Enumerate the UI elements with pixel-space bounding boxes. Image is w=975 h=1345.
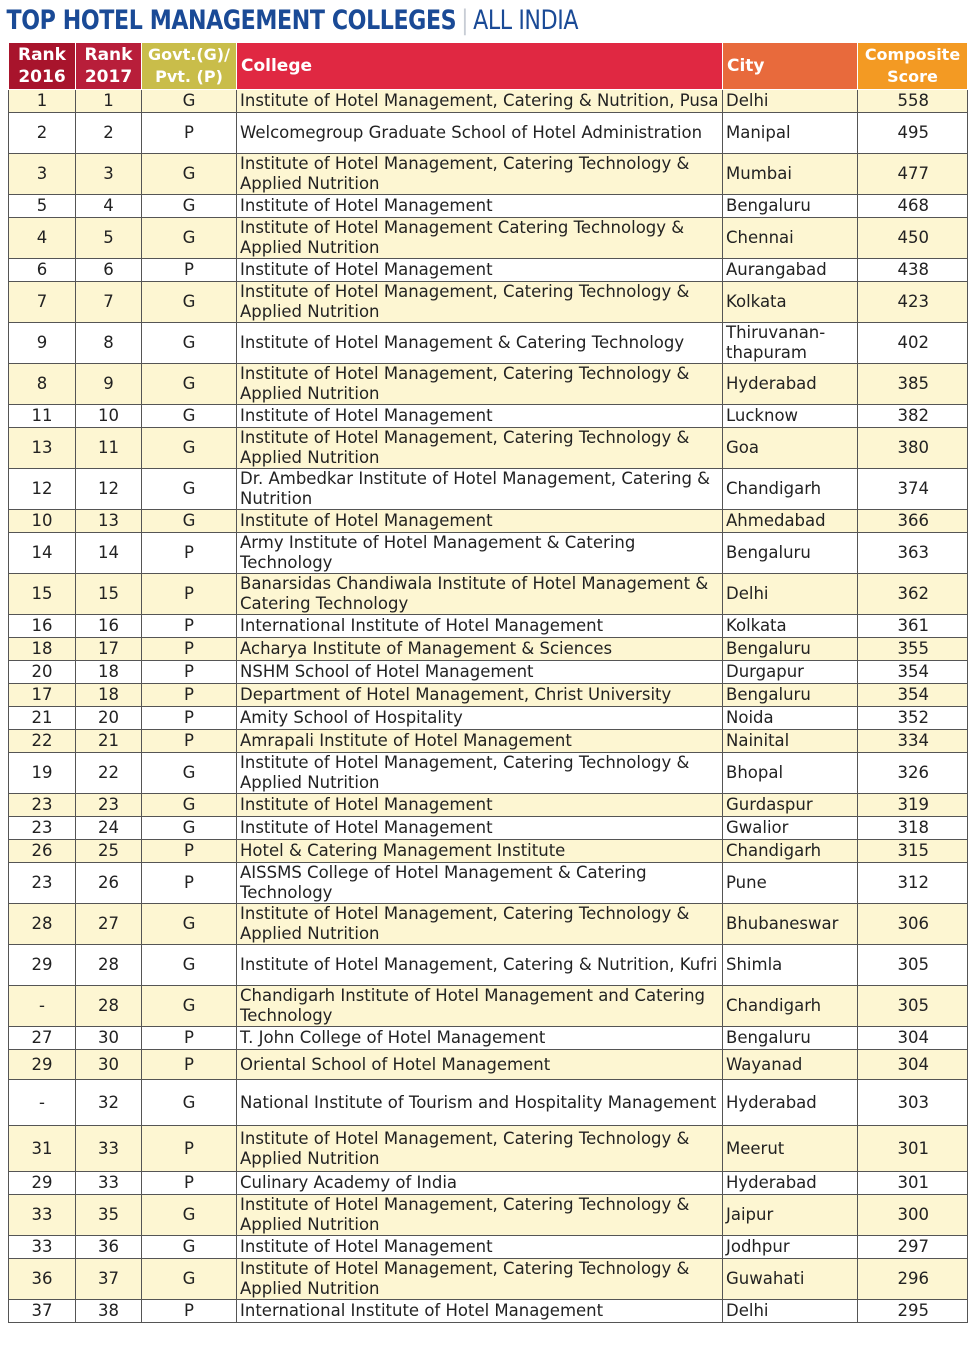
table-row [9,1172,968,1195]
cell-college: NSHM School of Hotel Management [237,661,723,684]
cell-govt-pvt: G [142,218,237,259]
table-row [9,90,968,113]
cell-rank-2016: 28 [9,904,76,945]
cell-rank-2016: 23 [9,863,76,904]
cell-rank-2016: 20 [9,661,76,684]
cell-rank-2017: 2 [76,113,142,154]
cell-rank-2017: 13 [76,510,142,533]
cell-govt-pvt: P [142,730,237,753]
cell-govt-pvt: P [142,615,237,638]
cell-city: Hyderabad [723,364,858,405]
header-college: College [237,43,723,90]
cell-college: Institute of Hotel Management, Catering Technology & Applied Nutrition [237,904,723,945]
cell-college: Institute of Hotel Management [237,1236,723,1259]
cell-college: Institute of Hotel Management [237,259,723,282]
table-row [9,1300,968,1323]
cell-score: 354 [858,684,968,707]
cell-college: AISSMS College of Hotel Management & Catering Technology [237,863,723,904]
cell-city: Pune [723,863,858,904]
cell-city: Shimla [723,945,858,986]
header-govt-pvt [142,43,237,90]
cell-score: 495 [858,113,968,154]
table-row [9,753,968,794]
cell-city: Thiruvanan-thapuram [723,323,858,364]
cell-city: Aurangabad [723,259,858,282]
cell-college: Institute of Hotel Management, Catering & Nutrition, Pusa [237,90,723,113]
cell-city: Bhopal [723,753,858,794]
table-row [9,533,968,574]
cell-govt-pvt: P [142,1050,237,1080]
header-rank-2016-line1: Rank [18,45,66,65]
cell-rank-2016: 2 [9,113,76,154]
table-row [9,945,968,986]
cell-city: Goa [723,428,858,469]
cell-score: 305 [858,945,968,986]
table-row [9,638,968,661]
table-row [9,405,968,428]
table-row [9,1236,968,1259]
cell-rank-2017: 38 [76,1300,142,1323]
cell-rank-2017: 35 [76,1195,142,1236]
cell-score: 380 [858,428,968,469]
cell-college: Institute of Hotel Management, Catering Technology & Applied Nutrition [237,282,723,323]
cell-score: 306 [858,904,968,945]
cell-rank-2017: 14 [76,533,142,574]
header-city: City [723,43,858,90]
cell-govt-pvt: G [142,1236,237,1259]
cell-rank-2017: 28 [76,986,142,1027]
cell-city: Lucknow [723,405,858,428]
table-row [9,986,968,1027]
cell-govt-pvt: G [142,428,237,469]
cell-rank-2017: 37 [76,1259,142,1300]
cell-score: 326 [858,753,968,794]
cell-college: International Institute of Hotel Management [237,1300,723,1323]
cell-city: Chandigarh [723,840,858,863]
cell-college: Acharya Institute of Management & Sciences [237,638,723,661]
table-row [9,661,968,684]
cell-rank-2017: 30 [76,1027,142,1050]
cell-rank-2017: 11 [76,428,142,469]
cell-rank-2016: 21 [9,707,76,730]
cell-score: 334 [858,730,968,753]
cell-govt-pvt: P [142,1172,237,1195]
cell-rank-2016: 11 [9,405,76,428]
cell-score: 366 [858,510,968,533]
table-row [9,510,968,533]
cell-city: Ahmedabad [723,510,858,533]
cell-college: International Institute of Hotel Management [237,615,723,638]
cell-govt-pvt: G [142,282,237,323]
cell-rank-2017: 22 [76,753,142,794]
cell-city: Delhi [723,574,858,615]
cell-rank-2017: 10 [76,405,142,428]
header-rank-2017 [76,43,142,90]
cell-city: Delhi [723,90,858,113]
table-row [9,218,968,259]
cell-rank-2017: 33 [76,1172,142,1195]
table-row [9,574,968,615]
cell-city: Delhi [723,1300,858,1323]
table-row [9,730,968,753]
cell-rank-2017: 15 [76,574,142,615]
cell-rank-2017: 1 [76,90,142,113]
cell-city: Gurdaspur [723,794,858,817]
cell-city: Wayanad [723,1050,858,1080]
cell-rank-2016: 14 [9,533,76,574]
cell-college: Welcomegroup Graduate School of Hotel Administration [237,113,723,154]
cell-rank-2017: 9 [76,364,142,405]
cell-rank-2017: 7 [76,282,142,323]
table-row [9,904,968,945]
cell-govt-pvt: P [142,840,237,863]
cell-rank-2016: 9 [9,323,76,364]
header-rank-2017-line1: Rank [84,45,133,65]
cell-college: Hotel & Catering Management Institute [237,840,723,863]
cell-rank-2016: 15 [9,574,76,615]
header-rank-2017-line2: 2017 [84,67,133,87]
cell-city: Chandigarh [723,986,858,1027]
cell-rank-2017: 26 [76,863,142,904]
table-row [9,323,968,364]
cell-college: Banarsidas Chandiwala Institute of Hotel Management & Catering Technology [237,574,723,615]
cell-college: Chandigarh Institute of Hotel Management and Catering Technology [237,986,723,1027]
cell-score: 295 [858,1300,968,1323]
table-header-row [9,43,968,90]
cell-city: Manipal [723,113,858,154]
cell-college: National Institute of Tourism and Hospitality Management [237,1080,723,1126]
cell-govt-pvt: G [142,986,237,1027]
cell-college: Culinary Academy of India [237,1172,723,1195]
cell-college: Dr. Ambedkar Institute of Hotel Management, Catering & Nutrition [237,469,723,510]
cell-college: Department of Hotel Management, Christ University [237,684,723,707]
table-row [9,469,968,510]
cell-rank-2017: 20 [76,707,142,730]
cell-score: 352 [858,707,968,730]
cell-rank-2016: 1 [9,90,76,113]
header-score-line1: Composite [864,45,961,64]
cell-score: 301 [858,1172,968,1195]
cell-govt-pvt: P [142,533,237,574]
cell-college: Army Institute of Hotel Management & Catering Technology [237,533,723,574]
table-row [9,1126,968,1172]
title-sub: ALL INDIA [473,4,579,36]
cell-score: 305 [858,986,968,1027]
cell-rank-2017: 30 [76,1050,142,1080]
cell-rank-2016: 37 [9,1300,76,1323]
cell-govt-pvt: P [142,259,237,282]
cell-govt-pvt: G [142,469,237,510]
cell-rank-2017: 21 [76,730,142,753]
cell-govt-pvt: G [142,510,237,533]
cell-city: Kolkata [723,282,858,323]
cell-rank-2017: 23 [76,794,142,817]
cell-rank-2017: 8 [76,323,142,364]
cell-city: Noida [723,707,858,730]
cell-rank-2016: 4 [9,218,76,259]
cell-rank-2017: 28 [76,945,142,986]
cell-govt-pvt: P [142,638,237,661]
table-row [9,1050,968,1080]
page-title [0,0,800,40]
cell-rank-2016: 17 [9,684,76,707]
cell-city: Kolkata [723,615,858,638]
cell-govt-pvt: G [142,1259,237,1300]
cell-govt-pvt: P [142,574,237,615]
table-row [9,154,968,195]
cell-govt-pvt: P [142,707,237,730]
cell-rank-2016: - [9,986,76,1027]
cell-city: Guwahati [723,1259,858,1300]
cell-rank-2017: 36 [76,1236,142,1259]
cell-score: 354 [858,661,968,684]
table-row [9,1027,968,1050]
cell-score: 423 [858,282,968,323]
cell-city: Bengaluru [723,195,858,218]
cell-city: Hyderabad [723,1172,858,1195]
cell-college: Institute of Hotel Management, Catering Technology & Applied Nutrition [237,753,723,794]
cell-city: Bengaluru [723,684,858,707]
cell-college: Institute of Hotel Management, Catering Technology & Applied Nutrition [237,428,723,469]
cell-govt-pvt: G [142,154,237,195]
cell-rank-2016: 29 [9,1172,76,1195]
cell-college: Amity School of Hospitality [237,707,723,730]
cell-college: Amrapali Institute of Hotel Management [237,730,723,753]
table-row [9,1080,968,1126]
cell-score: 385 [858,364,968,405]
table-row [9,840,968,863]
cell-score: 300 [858,1195,968,1236]
cell-govt-pvt: P [142,1126,237,1172]
cell-college: T. John College of Hotel Management [237,1027,723,1050]
cell-rank-2017: 32 [76,1080,142,1126]
cell-score: 304 [858,1050,968,1080]
cell-college: Institute of Hotel Management, Catering Technology & Applied Nutrition [237,1126,723,1172]
table-row [9,259,968,282]
cell-rank-2016: 31 [9,1126,76,1172]
cell-govt-pvt: G [142,90,237,113]
cell-score: 304 [858,1027,968,1050]
cell-college: Institute of Hotel Management & Catering Technology [237,323,723,364]
cell-rank-2016: 23 [9,817,76,840]
cell-rank-2017: 25 [76,840,142,863]
cell-score: 355 [858,638,968,661]
cell-score: 477 [858,154,968,195]
table-row [9,282,968,323]
cell-rank-2016: 10 [9,510,76,533]
cell-city: Nainital [723,730,858,753]
cell-rank-2017: 6 [76,259,142,282]
cell-college: Institute of Hotel Management, Catering Technology & Applied Nutrition [237,1195,723,1236]
cell-city: Jaipur [723,1195,858,1236]
cell-rank-2016: 8 [9,364,76,405]
cell-rank-2016: 29 [9,945,76,986]
header-rank-2016-line2: 2016 [18,67,66,87]
cell-score: 319 [858,794,968,817]
cell-govt-pvt: P [142,1300,237,1323]
cell-college: Oriental School of Hotel Management [237,1050,723,1080]
cell-govt-pvt: G [142,364,237,405]
cell-govt-pvt: G [142,904,237,945]
cell-govt-pvt: P [142,863,237,904]
cell-city: Chandigarh [723,469,858,510]
cell-city: Gwalior [723,817,858,840]
cell-rank-2017: 3 [76,154,142,195]
cell-score: 468 [858,195,968,218]
title-main: TOP HOTEL MANAGEMENT COLLEGES [6,4,457,36]
cell-rank-2017: 18 [76,684,142,707]
cell-rank-2017: 12 [76,469,142,510]
cell-score: 402 [858,323,968,364]
cell-college: Institute of Hotel Management [237,405,723,428]
header-govt-line1: Govt.(G)/ [148,45,230,64]
rankings-table [8,42,968,1323]
cell-govt-pvt: P [142,113,237,154]
cell-rank-2016: 29 [9,1050,76,1080]
cell-rank-2017: 18 [76,661,142,684]
cell-govt-pvt: G [142,1080,237,1126]
header-score-line2: Score [887,67,938,86]
table-row [9,1195,968,1236]
cell-rank-2016: 13 [9,428,76,469]
cell-score: 303 [858,1080,968,1126]
cell-college: Institute of Hotel Management, Catering & Nutrition, Kufri [237,945,723,986]
cell-college: Institute of Hotel Management, Catering Technology & Applied Nutrition [237,364,723,405]
table-row [9,615,968,638]
table-row [9,1259,968,1300]
cell-score: 361 [858,615,968,638]
cell-govt-pvt: P [142,1027,237,1050]
cell-rank-2016: 33 [9,1236,76,1259]
cell-rank-2016: 23 [9,794,76,817]
cell-score: 363 [858,533,968,574]
header-govt-line2: Pvt. (P) [155,67,223,86]
table-row [9,428,968,469]
cell-rank-2016: 18 [9,638,76,661]
cell-govt-pvt: G [142,945,237,986]
cell-score: 438 [858,259,968,282]
cell-college: Institute of Hotel Management, Catering Technology & Applied Nutrition [237,1259,723,1300]
cell-city: Bengaluru [723,1027,858,1050]
cell-score: 315 [858,840,968,863]
cell-score: 382 [858,405,968,428]
cell-govt-pvt: G [142,195,237,218]
cell-college: Institute of Hotel Management, Catering Technology & Applied Nutrition [237,154,723,195]
cell-city: Hyderabad [723,1080,858,1126]
cell-rank-2016: 6 [9,259,76,282]
cell-score: 450 [858,218,968,259]
cell-city: Mumbai [723,154,858,195]
cell-rank-2017: 16 [76,615,142,638]
cell-rank-2016: 26 [9,840,76,863]
cell-rank-2016: 5 [9,195,76,218]
cell-score: 318 [858,817,968,840]
cell-rank-2016: 16 [9,615,76,638]
table-row [9,794,968,817]
table-row [9,195,968,218]
cell-score: 312 [858,863,968,904]
cell-city: Bengaluru [723,533,858,574]
cell-college: Institute of Hotel Management [237,510,723,533]
cell-rank-2016: - [9,1080,76,1126]
cell-rank-2016: 7 [9,282,76,323]
cell-city: Jodhpur [723,1236,858,1259]
table-row [9,684,968,707]
cell-rank-2017: 17 [76,638,142,661]
cell-rank-2016: 27 [9,1027,76,1050]
table-row [9,364,968,405]
header-rank-2016 [9,43,76,90]
cell-score: 301 [858,1126,968,1172]
cell-city: Chennai [723,218,858,259]
cell-rank-2016: 12 [9,469,76,510]
cell-score: 296 [858,1259,968,1300]
cell-rank-2016: 33 [9,1195,76,1236]
cell-govt-pvt: G [142,817,237,840]
cell-city: Meerut [723,1126,858,1172]
cell-govt-pvt: G [142,753,237,794]
cell-rank-2017: 27 [76,904,142,945]
table-row [9,863,968,904]
cell-college: Institute of Hotel Management [237,817,723,840]
cell-govt-pvt: P [142,661,237,684]
cell-city: Bengaluru [723,638,858,661]
table-row [9,817,968,840]
cell-college: Institute of Hotel Management [237,794,723,817]
cell-rank-2017: 5 [76,218,142,259]
cell-govt-pvt: P [142,684,237,707]
cell-score: 297 [858,1236,968,1259]
cell-city: Durgapur [723,661,858,684]
cell-rank-2016: 3 [9,154,76,195]
cell-govt-pvt: G [142,1195,237,1236]
cell-govt-pvt: G [142,405,237,428]
header-composite-score [858,43,968,90]
cell-rank-2016: 19 [9,753,76,794]
cell-college: Institute of Hotel Management Catering Technology & Applied Nutrition [237,218,723,259]
cell-rank-2017: 24 [76,817,142,840]
cell-rank-2016: 22 [9,730,76,753]
cell-govt-pvt: G [142,323,237,364]
table-row [9,113,968,154]
title-separator: | [461,4,469,36]
cell-college: Institute of Hotel Management [237,195,723,218]
table-row [9,707,968,730]
cell-score: 558 [858,90,968,113]
cell-rank-2016: 36 [9,1259,76,1300]
cell-score: 362 [858,574,968,615]
cell-govt-pvt: G [142,794,237,817]
cell-city: Bhubaneswar [723,904,858,945]
cell-score: 374 [858,469,968,510]
cell-rank-2017: 33 [76,1126,142,1172]
cell-rank-2017: 4 [76,195,142,218]
